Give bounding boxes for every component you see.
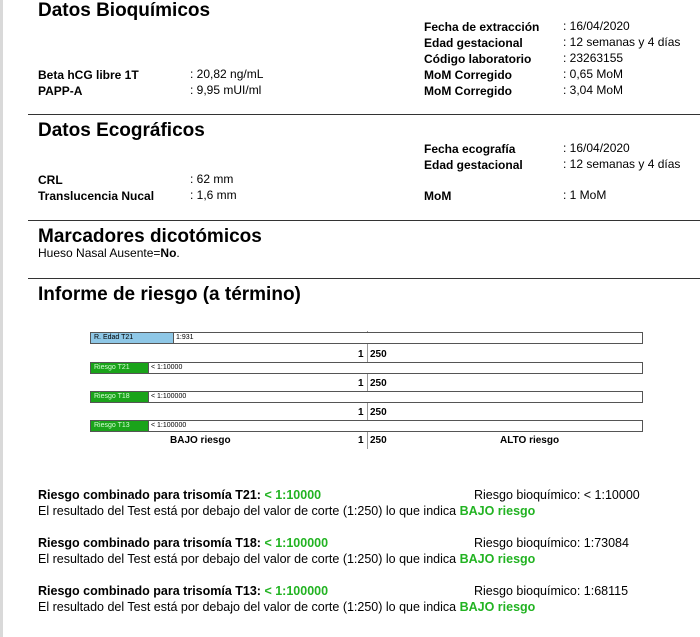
risk-bar-fill — [91, 363, 149, 373]
risk-bar-fill — [91, 392, 149, 402]
result-verdict: BAJO riesgo — [459, 504, 536, 518]
risk-bar-t18 — [90, 391, 643, 403]
result-title-line — [38, 536, 328, 550]
result-text: El resultado del Test está por debajo del valor de corte (1:250) lo que indica — [38, 552, 457, 566]
divider-1 — [28, 114, 700, 115]
label-fecha-extraccion: Fecha de extracción — [424, 20, 540, 34]
risk-bar-fill — [91, 333, 174, 343]
result-bioquimico: Riesgo bioquímico: < 1:10000 — [474, 488, 640, 502]
hueso-nasal-end: . — [176, 246, 180, 260]
label-mom-corregido-1: MoM Corregido — [424, 68, 512, 82]
value-mom-corregido-2: : 3,04 MoM — [563, 83, 624, 97]
value-codigo-laboratorio: : 23263155 — [563, 51, 624, 65]
label-edad-gestacional-eco: Edad gestacional — [424, 158, 523, 172]
result-risk: < 1:10000 — [264, 488, 322, 502]
cutoff-value: 250 — [370, 407, 387, 418]
value-papp-a: : 9,95 mUI/ml — [190, 83, 262, 97]
section-title-marcadores: Marcadores dicotómicos — [38, 226, 262, 247]
label-edad-gestacional: Edad gestacional — [424, 36, 523, 50]
result-title-line — [38, 488, 321, 502]
risk-bar-label: R. Edad T21 — [94, 334, 134, 341]
left-page-edge — [0, 0, 3, 637]
result-risk: < 1:100000 — [264, 584, 329, 598]
label-codigo-laboratorio: Código laboratorio — [424, 52, 532, 66]
label-papp-a: PAPP-A — [38, 84, 83, 98]
section-title-ecograficos: Datos Ecográficos — [38, 120, 205, 141]
result-bioquimico: Riesgo bioquímico: 1:68115 — [474, 584, 629, 598]
label-fecha-ecografia: Fecha ecografía — [424, 142, 516, 156]
cutoff-one: 1 — [358, 407, 364, 418]
section-title-bioquimicos: Datos Bioquímicos — [38, 0, 211, 21]
result-text: El resultado del Test está por debajo del valor de corte (1:250) lo que indica — [38, 504, 457, 518]
value-edad-gestacional: : 12 semanas y 4 días — [563, 35, 681, 49]
risk-bar-t21 — [90, 362, 643, 374]
value-fecha-ecografia: : 16/04/2020 — [563, 141, 630, 155]
cutoff-one: 1 — [358, 378, 364, 389]
value-crl: : 62 mm — [190, 172, 234, 186]
cutoff-value: 250 — [370, 349, 387, 360]
result-label: Riesgo combinado para trisomía T13: — [38, 584, 261, 598]
result-verdict: BAJO riesgo — [459, 552, 536, 566]
risk-bar-label: Riesgo T13 — [94, 422, 130, 429]
result-verdict: BAJO riesgo — [459, 600, 536, 614]
result-bioquimico: Riesgo bioquímico: 1:73084 — [474, 536, 629, 550]
risk-bar-value: < 1:100000 — [151, 422, 187, 429]
risk-bar-label: Riesgo T18 — [94, 393, 130, 400]
result-text-line — [38, 504, 535, 518]
value-translucencia-nucal: : 1,6 mm — [190, 188, 237, 202]
cutoff-value: 250 — [370, 378, 387, 389]
divider-3 — [28, 278, 700, 279]
risk-bar-fill — [91, 421, 149, 431]
risk-bar-label: Riesgo T21 — [94, 364, 130, 371]
label-mom-corregido-2: MoM Corregido — [424, 84, 512, 98]
result-text-line — [38, 552, 535, 566]
risk-bar-edad-t21 — [90, 332, 643, 344]
risk-bar-value: < 1:100000 — [151, 393, 187, 400]
label-crl: CRL — [38, 173, 63, 187]
result-risk: < 1:100000 — [264, 536, 329, 550]
label-translucencia-nucal: Translucencia Nucal — [38, 189, 155, 203]
result-label: Riesgo combinado para trisomía T18: — [38, 536, 261, 550]
risk-bar-value: < 1:10000 — [151, 364, 183, 371]
value-mom-eco: : 1 MoM — [563, 188, 607, 202]
section-title-informe: Informe de riesgo (a término) — [38, 284, 301, 305]
divider-2 — [28, 220, 700, 221]
label-mom-eco: MoM — [424, 189, 452, 203]
value-fecha-extraccion: : 16/04/2020 — [563, 19, 630, 33]
cutoff-one: 1 — [358, 435, 364, 446]
label-beta-hcg: Beta hCG libre 1T — [38, 68, 139, 82]
hueso-nasal-text: Hueso Nasal Ausente= — [38, 246, 161, 260]
risk-bar-value: 1:931 — [176, 334, 194, 341]
result-title-line — [38, 584, 328, 598]
result-text: El resultado del Test está por debajo del valor de corte (1:250) lo que indica — [38, 600, 457, 614]
alto-riesgo-label: ALTO riesgo — [500, 435, 560, 446]
value-mom-corregido-1: : 0,65 MoM — [563, 67, 624, 81]
hueso-nasal-value: No — [160, 246, 177, 260]
cutoff-value: 250 — [370, 435, 387, 446]
bajo-riesgo-label: BAJO riesgo — [170, 435, 231, 446]
result-label: Riesgo combinado para trisomía T21: — [38, 488, 261, 502]
value-edad-gestacional-eco: : 12 semanas y 4 días — [563, 157, 681, 171]
hueso-nasal-line — [38, 246, 180, 260]
result-text-line — [38, 600, 535, 614]
risk-bar-t13 — [90, 420, 643, 432]
cutoff-one: 1 — [358, 349, 364, 360]
value-beta-hcg: : 20,82 ng/mL — [190, 67, 264, 81]
